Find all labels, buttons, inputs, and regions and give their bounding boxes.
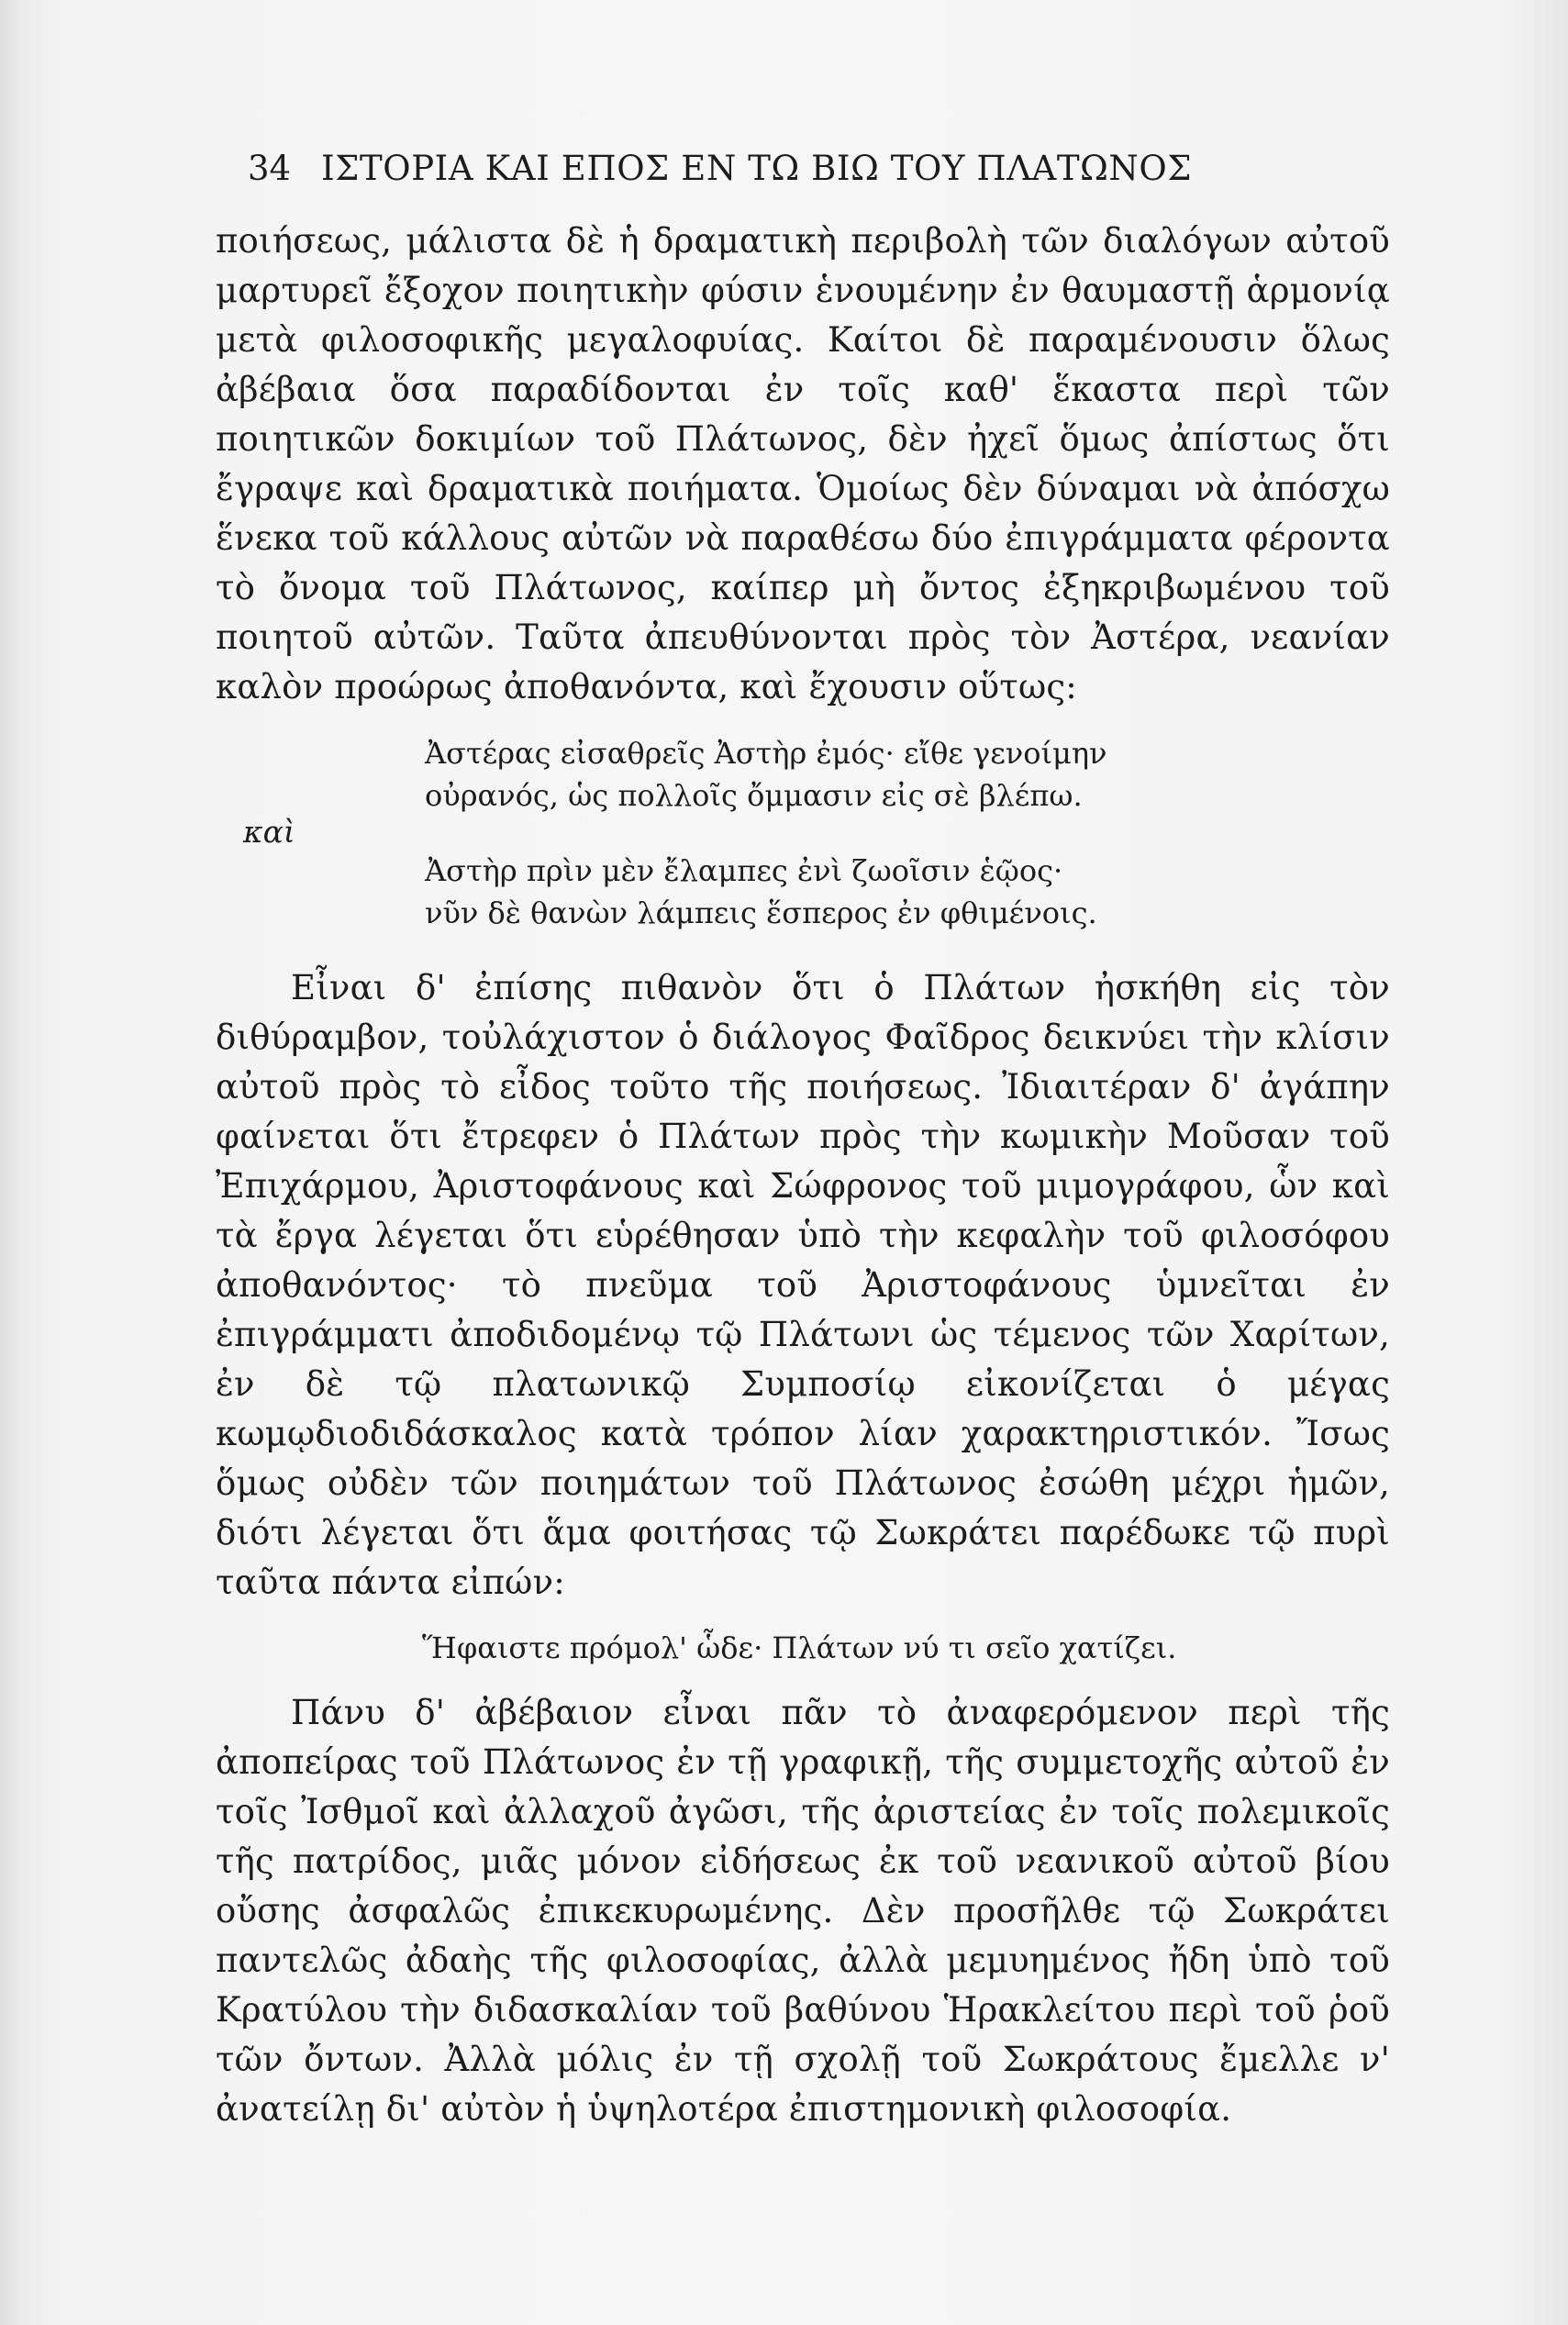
quote-line: Ἥφαιστε πρόμολ' ὧδε· Πλάτων νύ τι σεῖο χατίζει. (422, 1630, 1177, 1665)
paragraph-1: ποιήσεως, μάλιστα δὲ ἡ δραματικὴ περιβολὴ τῶν διαλόγων αὐτοῦ μαρτυρεῖ ἔξοχον ποιητικὴν φύσιν ἑνουμένην ἐν θαυμαστῇ ἁρμονίᾳ μετὰ φιλοσοφικῆς μεγαλοφυίας. Καίτοι δὲ παραμένουσιν ὅλως ἀβέβαια ὅσα παραδίδονται ἐν τοῖς καθ' ἕκαστα περὶ τῶν ποιητικῶν δοκιμίων τοῦ Πλάτωνος, δὲν ἠχεῖ ὅμως ἀπίστως ὅτι ἔγραψε καὶ δραματικὰ ποιήματα. Ὁμοίως δὲν δύναμαι νὰ ἀπόσχω ἕνεκα τοῦ κάλλους αὐτῶν νὰ παραθέσω δύο ἐπιγράμματα φέροντα τὸ ὄνομα τοῦ Πλάτωνος, καίπερ μὴ ὄντος ἐξηκριβωμένου τοῦ ποιητοῦ αὐτῶν. Ταῦτα ἀπευθύνονται πρὸς τὸν Ἀστέρα, νεανίαν καλὸν προώρως ἀποθανόντα, καὶ ἔχουσιν οὕτως: (216, 221, 1390, 706)
epigram-2 (425, 850, 1097, 934)
running-title: ΙΣΤΟΡΙΑ ΚΑΙ ΕΠΟΣ ΕΝ ΤΩ ΒΙΩ ΤΟΥ ΠΛΑΤΩΝΟΣ (321, 149, 1193, 188)
epigram-2-line-1: Ἀστὴρ πρὶν μὲν ἔλαμπες ἐνὶ ζωοῖσιν ἑῷος· (425, 853, 1063, 888)
epigram-2-line-2: νῦν δὲ θανὼν λάμπεις ἕσπερος ἐν φθιμένοις. (425, 896, 1097, 930)
page-header (216, 138, 1390, 200)
epigram-1 (425, 732, 1106, 817)
epigram-1-line-2: οὐρανός, ὡς πολλοῖς ὄμμασιν εἰς σὲ βλέπω. (425, 778, 1083, 813)
epigrams-block (216, 732, 1390, 943)
page-number: 34 (248, 149, 292, 188)
paragraph-2: Εἶναι δ' ἐπίσης πιθανὸν ὅτι ὁ Πλάτων ἠσκήθη εἰς τὸν διθύραμβον, τοὐλάχιστον ὁ διάλογος Φαῖδρος δεικνύει τὴν κλίσιν αὐτοῦ πρὸς τὸ εἶδος τοῦτο τῆς ποιήσεως. Ἰδιαιτέραν δ' ἀγάπην φαίνεται ὅτι ἔτρεφεν ὁ Πλάτων πρὸς τὴν κωμικὴν Μοῦσαν τοῦ Ἐπιχάρμου, Ἀριστοφάνους καὶ Σώφρονος τοῦ μιμογράφου, ὧν καὶ τὰ ἔργα λέγεται ὅτι εὑρέθησαν ὑπὸ τὴν κεφαλὴν τοῦ φιλοσόφου ἀποθανόντος· τὸ πνεῦμα τοῦ Ἀριστοφάνους ὑμνεῖται ἐν ἐπιγράμματι ἀποδιδομένῳ τῷ Πλάτωνι ὡς τέμενος τῶν Χαρίτων, ἐν δὲ τῷ πλατωνικῷ Συμποσίῳ εἰκονίζεται ὁ μέγας κωμῳδιοδιδάσκαλος κατὰ τρόπον λίαν χαρακτηριστικόν. Ἴσως ὅμως οὐδὲν τῶν ποιημάτων τοῦ Πλάτωνος ἐσώθη μέχρι ἡμῶν, διότι λέγεται ὅτι ἅμα φοιτήσας τῷ Σωκράτει παρέδωκε τῷ πυρὶ ταῦτα πάντα εἰπών: (216, 968, 1390, 1602)
paragraph-3: Πάνυ δ' ἀβέβαιον εἶναι πᾶν τὸ ἀναφερόμενον περὶ τῆς ἀποπείρας τοῦ Πλάτωνος ἐν τῇ γραφικῇ, τῆς συμμετοχῆς αὐτοῦ ἐν τοῖς Ἰσθμοῖ καὶ ἀλλαχοῦ ἀγῶσι, τῆς ἀριστείας ἐν τοῖς πολεμικοῖς τῆς πατρίδος, μιᾶς μόνον εἰδήσεως ἐκ τοῦ νεανικοῦ αὐτοῦ βίου οὔσης ἀσφαλῶς ἐπικεκυρωμένης. Δὲν προσῆλθε τῷ Σωκράτει παντελῶς ἀδαὴς τῆς φιλοσοφίας, ἀλλὰ μεμυημένος ἤδη ὑπὸ τοῦ Κρατύλου τὴν διδασκαλίαν τοῦ βαθύνου Ἡρακλείτου περὶ τοῦ ῥοῦ τῶν ὄντων. Ἀλλὰ μόλις ἐν τῇ σχολῇ τοῦ Σωκράτους ἔμελλε ν' ἀνατείλῃ δι' αὐτὸν ἡ ὑψηλοτέρα ἐπιστημονικὴ φιλοσοφία. (216, 1693, 1390, 2129)
epigram-conjunction: καὶ (243, 814, 295, 850)
page-content (216, 138, 1390, 2134)
epigram-1-line-1: Ἀστέρας εἰσαθρεῖς Ἀστὴρ ἐμός· εἴθε γενοίμην (425, 736, 1107, 771)
